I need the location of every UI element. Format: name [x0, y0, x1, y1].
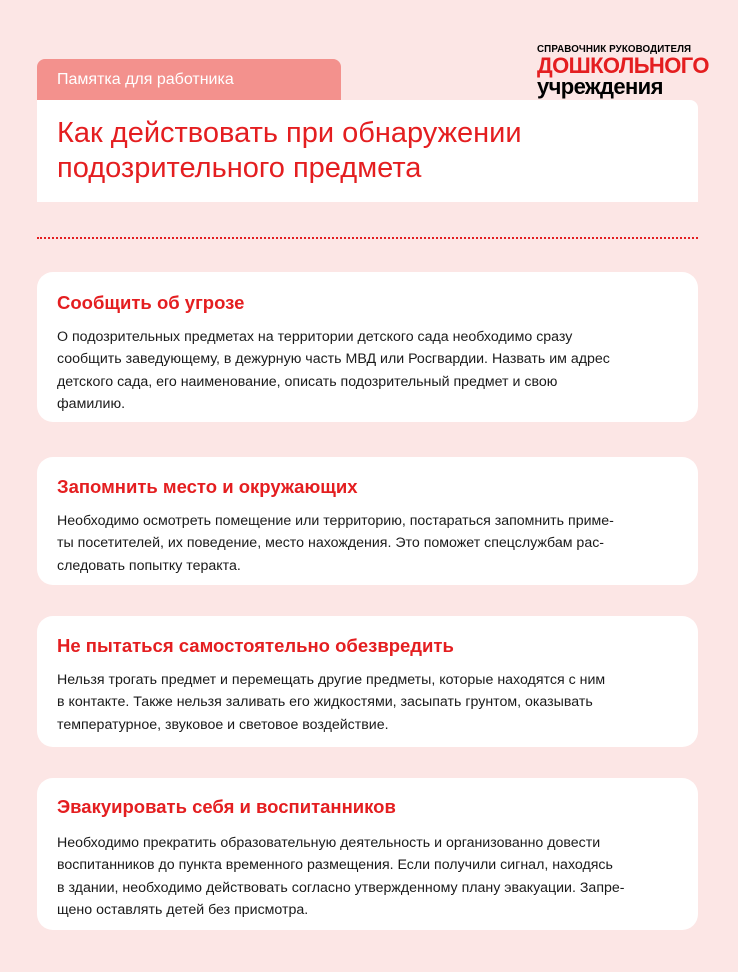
- body-line: ты посетителей, их поведение, место нахождения. Это поможет спецслужбам рас-: [57, 535, 605, 552]
- section-heading: Сообщить об угрозе: [57, 292, 245, 313]
- body-line: воспитанников до пункта временного размещения. Если получили сигнал, находясь: [57, 857, 613, 874]
- section-heading: Эвакуировать себя и воспитанников: [57, 796, 396, 817]
- body-line: следовать попытку теракта.: [57, 557, 241, 574]
- body-line: щено оставлять детей без присмотра.: [57, 902, 309, 919]
- body-line: сообщить заведующему, в дежурную часть МВД или Росгвардии. Назвать им адрес: [57, 351, 610, 368]
- logo-line-1: СПРАВОЧНИК РУКОВОДИТЕЛЯ: [537, 44, 692, 55]
- body-line: Нельзя трогать предмет и перемещать другие предметы, которые находятся с ним: [57, 672, 606, 688]
- title-box: [37, 100, 698, 202]
- logo-line-2: ДОШКОЛЬНОГО: [537, 53, 709, 78]
- body-line: Необходимо прекратить образовательную деятельность и организованно довести: [57, 835, 601, 851]
- memo-tab-label: Памятка для работника: [37, 59, 341, 101]
- section-body: [57, 510, 614, 577]
- body-line: детского сада, его наименование, описать подозрительный предмет и свою: [57, 373, 558, 390]
- body-line: температурное, звуковое и световое воздействие.: [57, 716, 389, 733]
- section-heading: Не пытаться самостоятельно обезвредить: [57, 635, 454, 656]
- section-card-remember-place: [37, 457, 698, 585]
- section-card-evacuate: [37, 778, 698, 930]
- section-body: [57, 326, 610, 416]
- section-body: [57, 832, 625, 922]
- section-card-report-threat: [37, 272, 698, 422]
- section-heading: Запомнить место и окружающих: [57, 476, 358, 497]
- dotted-divider: [37, 237, 698, 239]
- body-line: в контакте. Также нельзя заливать его жидкостями, засыпать грунтом, оказывать: [57, 694, 593, 711]
- body-line: О подозрительных предметах на территории детского сада необходимо сразу: [57, 329, 573, 345]
- page-title-line-2: подозрительного предмета: [57, 152, 422, 184]
- logo-line-3: учреждения: [537, 74, 663, 99]
- publication-logo: [537, 44, 709, 99]
- body-line: Необходимо осмотреть помещение или территорию, постараться запомнить приме-: [57, 513, 614, 529]
- body-line: в здании, необходимо действовать согласно утвержденному плану эвакуации. Запре-: [57, 879, 625, 896]
- section-body: [57, 669, 605, 736]
- section-card-do-not-defuse: [37, 616, 698, 747]
- body-line: фамилию.: [57, 396, 126, 413]
- page-title-line-1: Как действовать при обнаружении: [57, 117, 522, 149]
